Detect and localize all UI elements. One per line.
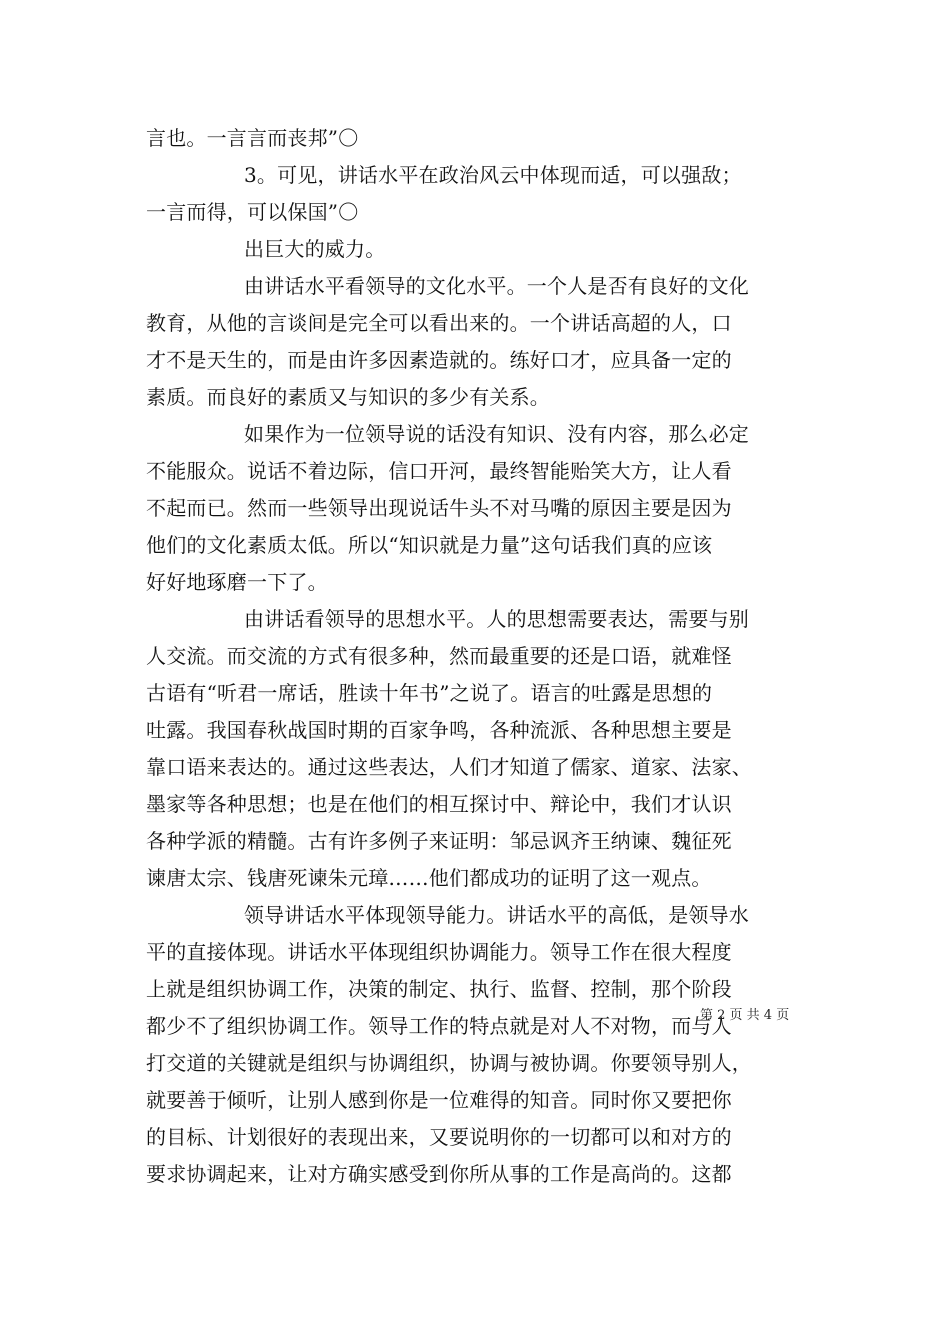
text-line: 吐露。我国春秋战国时期的百家争鸣，各种流派、各种思想主要是 xyxy=(146,718,732,742)
text-line: 由讲话水平看领导的文化水平。一个人是否有良好的文化 xyxy=(244,274,749,298)
text-line: 人交流。而交流的方式有很多种，然而最重要的还是口语，就难怪 xyxy=(146,644,732,668)
page-number: 第 2 页 共 4 页 xyxy=(700,1008,790,1023)
text-line: 由讲话看领导的思想水平。人的思想需要表达，需要与别 xyxy=(244,607,749,631)
text-line: 古语有“听君一席话，胜读十年书”之说了。语言的吐露是思想的 xyxy=(146,681,713,705)
text-line: 3。可见，讲话水平在政治风云中体现而适，可以强敌； xyxy=(244,163,742,187)
text-line: 一言而得，可以保国”〇 xyxy=(146,200,359,224)
text-line: 墨家等各种思想；也是在他们的相互探讨中、辩论中，我们才认识 xyxy=(146,792,732,816)
text-line: 他们的文化素质太低。所以“知识就是力量”这句话我们真的应该 xyxy=(146,533,713,557)
text-line: 好好地琢磨一下了。 xyxy=(146,570,328,594)
body-text xyxy=(146,120,806,1193)
text-line: 不能服众。说话不着边际，信口开河，最终智能贻笑大方，让人看 xyxy=(146,459,732,483)
text-line: 上就是组织协调工作，决策的制定、执行、监督、控制，那个阶段 xyxy=(146,977,732,1001)
text-line: 要求协调起来，让对方确实感受到你所从事的工作是高尚的。这都 xyxy=(146,1162,732,1186)
text-line: 谏唐太宗、钱唐死谏朱元璋……他们都成功的证明了这一观点。 xyxy=(146,866,712,890)
text-line: 素质。而良好的素质又与知识的多少有关系。 xyxy=(146,385,550,409)
text-line: 如果作为一位领导说的话没有知识、没有内容，那么必定 xyxy=(244,422,749,446)
text-line: 都少不了组织协调工作。领导工作的特点就是对人不对物，而与人 xyxy=(146,1014,732,1038)
text-line: 言也。一言言而丧邦”〇 xyxy=(146,126,359,150)
text-line: 出巨大的威力。 xyxy=(244,237,386,261)
text-line: 平的直接体现。讲话水平体现组织协调能力。领导工作在很大程度 xyxy=(146,940,732,964)
text-line: 各种学派的精髓。古有许多例子来证明：邹忌讽齐王纳谏、魏征死 xyxy=(146,829,732,853)
text-line: 领导讲话水平体现领导能力。讲话水平的高低，是领导水 xyxy=(244,903,749,927)
text-line: 靠口语来表达的。通过这些表达，人们才知道了儒家、道家、法家、 xyxy=(146,755,752,779)
text-line: 不起而已。然而一些领导出现说话牛头不对马嘴的原因主要是因为 xyxy=(146,496,732,520)
text-line: 的目标、计划很好的表现出来，又要说明你的一切都可以和对方的 xyxy=(146,1125,732,1149)
text-line: 教育，从他的言谈间是完全可以看出来的。一个讲话高超的人，口 xyxy=(146,311,732,335)
text-line: 打交道的关键就是组织与协调组织，协调与被协调。你要领导别人， xyxy=(146,1051,752,1075)
text-line: 就要善于倾听，让别人感到你是一位难得的知音。同时你又要把你 xyxy=(146,1088,732,1112)
text-line: 才不是天生的，而是由许多因素造就的。练好口才，应具备一定的 xyxy=(146,348,732,372)
